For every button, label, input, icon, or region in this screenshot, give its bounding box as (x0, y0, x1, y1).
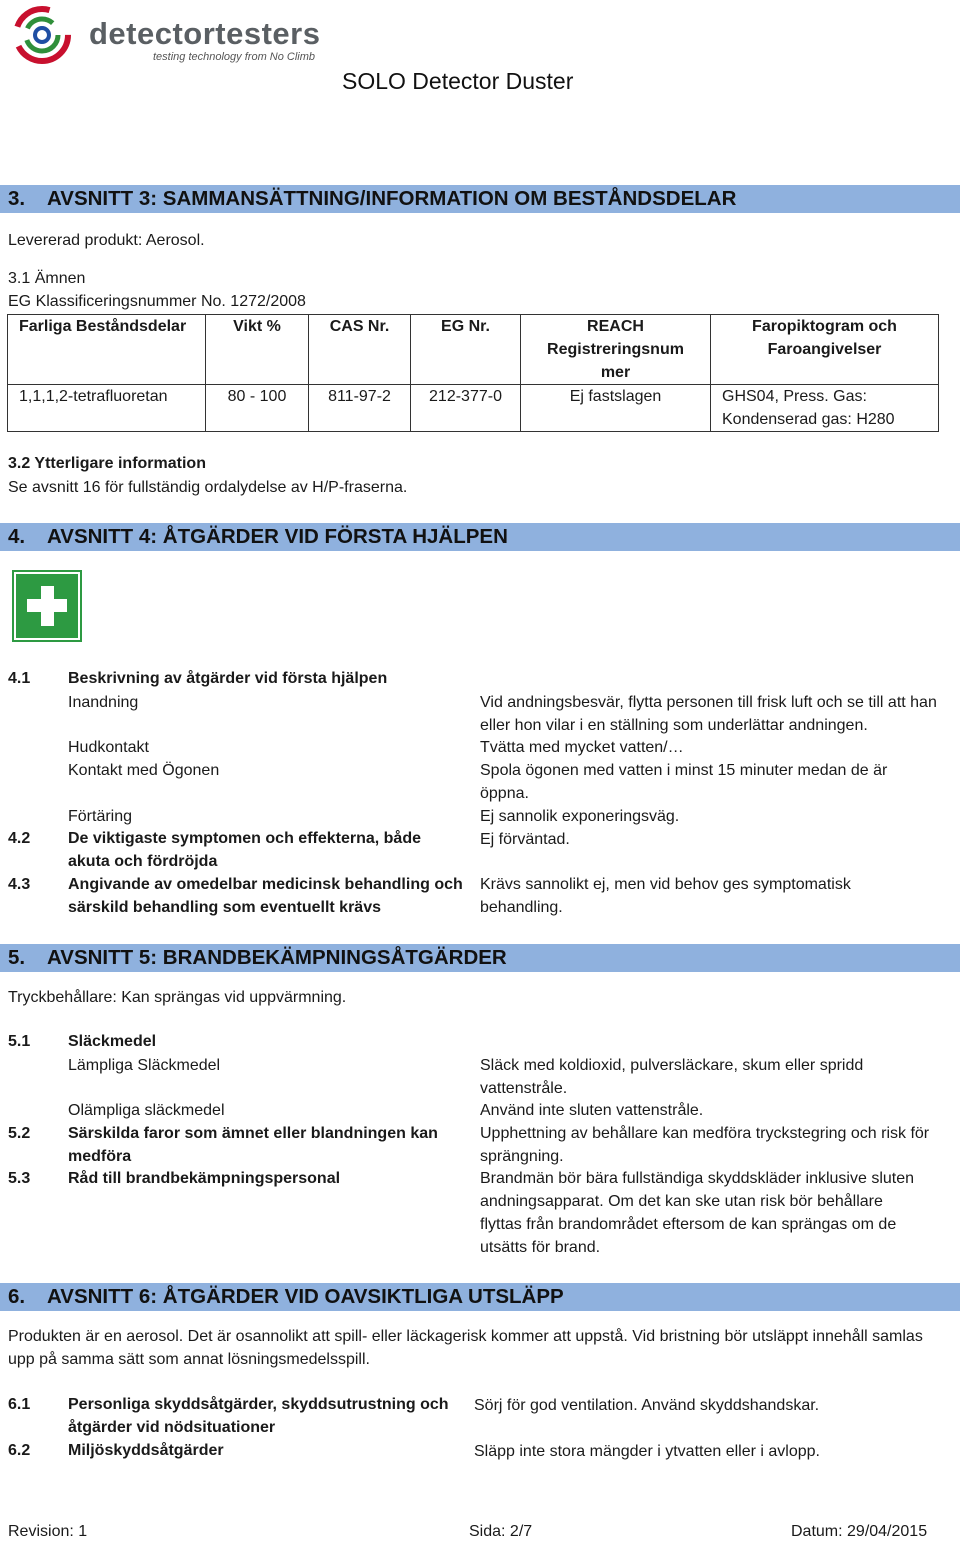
subsection-4-2-title: De viktigaste symptomen och effekterna, både akuta och fördröjda (68, 830, 421, 870)
table-row (8, 385, 939, 432)
table-header-row (8, 315, 939, 385)
subsection-4-2-text: Ej förväntad. (480, 831, 570, 848)
section-6-intro: Produkten är en aerosol. Det är osannolikt att spill- eller läckagerisk kommer att uppstå. Vid bristning bör utsläppt innehåll samlas upp på samma sätt som annat lösningsmedelsspill. (8, 1328, 923, 1368)
suitable-media-label: Lämpliga Släckmedel (68, 1057, 221, 1074)
skin-contact-label: Hudkontakt (68, 739, 149, 756)
table-cell: 1,1,1,2-tetrafluoretan (8, 385, 206, 432)
unsuitable-media-text: Använd inte sluten vattenstråle. (480, 1102, 704, 1119)
logo-wordmark: detectortesters (89, 16, 321, 51)
subsection-6-2-title: Miljöskyddsåtgärder (68, 1442, 224, 1459)
subsection-4-3-text: Krävs sannolikt ej, men vid behov ges symptomatisk behandling. (480, 876, 851, 916)
delivered-product: Levererad produkt: Aerosol. (8, 232, 205, 249)
suitable-media-text: Släck med koldioxid, pulversläckare, skum eller spridd vattenstråle. (480, 1057, 864, 1097)
ingestion-text: Ej sannolik exponeringsväg. (480, 808, 680, 825)
logo-mark-icon (6, 4, 86, 66)
subsection-6-1-title: Personliga skyddsåtgärder, skyddsutrustning och åtgärder vid nödsituationer (68, 1396, 449, 1436)
skin-contact-text: Tvätta med mycket vatten/… (480, 739, 684, 756)
unsuitable-media-label: Olämpliga släckmedel (68, 1102, 225, 1119)
subsection-5-3-text: Brandmän bör bära fullständiga skyddskläder inklusive sluten andningsapparat. Om det kan ske utan risk bör behållare flyttas från brandområdet eftersom de kan sprängas om de utsätts för brand. (480, 1170, 915, 1256)
table-header-cell: Vikt % (206, 315, 309, 385)
section-6-header: 6. AVSNITT 6: ÅTGÄRDER VID OAVSIKTLIGA UTSLÄPP (0, 1283, 960, 1311)
table-cell: GHS04, Press. Gas: Kondenserad gas: H280 (711, 385, 939, 432)
section-5-header: 5. AVSNITT 5: BRANDBEKÄMPNINGSÅTGÄRDER (0, 944, 960, 972)
subsection-4-1-title: Beskrivning av åtgärder vid första hjälpen (68, 670, 388, 687)
table-header-cell: Faropiktogram och Faroangivelser (711, 315, 939, 385)
subsection-6-1-text: Sörj för god ventilation. Använd skyddshandskar. (474, 1397, 820, 1414)
eye-contact-text: Spola ögonen med vatten i minst 15 minuter medan de är öppna. (480, 762, 888, 802)
table-header-cell: REACH Registreringsnum mer (521, 315, 711, 385)
section-6-title: AVSNITT 6: ÅTGÄRDER VID OAVSIKTLIGA UTSLÄPP (47, 1285, 564, 1308)
table-cell: 80 - 100 (206, 385, 309, 432)
subsection-5-3-title: Råd till brandbekämpningspersonal (68, 1170, 341, 1187)
footer-date: Datum: 29/04/2015 (791, 1523, 928, 1540)
first-aid-cross-icon (12, 570, 82, 642)
subsection-5-1-title: Släckmedel (68, 1033, 157, 1050)
document-title: SOLO Detector Duster (342, 68, 574, 94)
table-cell: Ej fastslagen (521, 385, 711, 432)
table-header-cell: CAS Nr. (309, 315, 411, 385)
section-5-intro: Tryckbehållare: Kan sprängas vid uppvärmning. (8, 989, 347, 1006)
logo-tagline: testing technology from No Climb (153, 51, 316, 63)
inhalation-text: Vid andningsbesvär, flytta personen till frisk luft och se till att han eller hon vilar i en ställning som underlättar andningen. (480, 694, 937, 734)
company-logo (6, 4, 336, 66)
section-4-title: AVSNITT 4: ÅTGÄRDER VID FÖRSTA HJÄLPEN (47, 525, 508, 548)
subsection-3-1: 3.1 Ämnen (8, 270, 86, 287)
subsection-5-2-title: Särskilda faror som ämnet eller blandningen kan medföra (68, 1125, 438, 1165)
section-3-header: 3. AVSNITT 3: SAMMANSÄTTNING/INFORMATION OM BESTÅNDSDELAR (0, 185, 960, 213)
inhalation-label: Inandning (68, 694, 139, 711)
table-header-cell: Farliga Beståndsdelar (8, 315, 206, 385)
section-5-title: AVSNITT 5: BRANDBEKÄMPNINGSÅTGÄRDER (47, 946, 507, 969)
section-4-header: 4. AVSNITT 4: ÅTGÄRDER VID FÖRSTA HJÄLPEN (0, 523, 960, 551)
table-header-cell: EG Nr. (411, 315, 521, 385)
composition-table (7, 314, 939, 432)
subsection-3-2-text: Se avsnitt 16 för fullständig ordalydelse av H/P-fraserna. (8, 479, 408, 496)
subsection-6-2-text: Släpp inte stora mängder i ytvatten eller i avlopp. (474, 1443, 820, 1460)
subsection-3-2-title: 3.2 Ytterligare information (8, 455, 206, 472)
ingestion-label: Förtäring (68, 808, 133, 825)
footer-revision: Revision: 1 (8, 1523, 88, 1540)
subsection-4-3-title: Angivande av omedelbar medicinsk behandling och särskild behandling som eventuellt krävs (68, 876, 463, 916)
eye-contact-label: Kontakt med Ögonen (68, 762, 220, 779)
regulation-line: EG Klassificeringsnummer No. 1272/2008 (8, 293, 306, 310)
footer-page-number: Sida: 2/7 (469, 1523, 533, 1540)
section-3-title: AVSNITT 3: SAMMANSÄTTNING/INFORMATION OM BESTÅNDSDELAR (47, 187, 737, 210)
table-cell: 811-97-2 (309, 385, 411, 432)
subsection-5-2-text: Upphettning av behållare kan medföra tryckstegring och risk för sprängning. (480, 1125, 930, 1165)
table-cell: 212-377-0 (411, 385, 521, 432)
